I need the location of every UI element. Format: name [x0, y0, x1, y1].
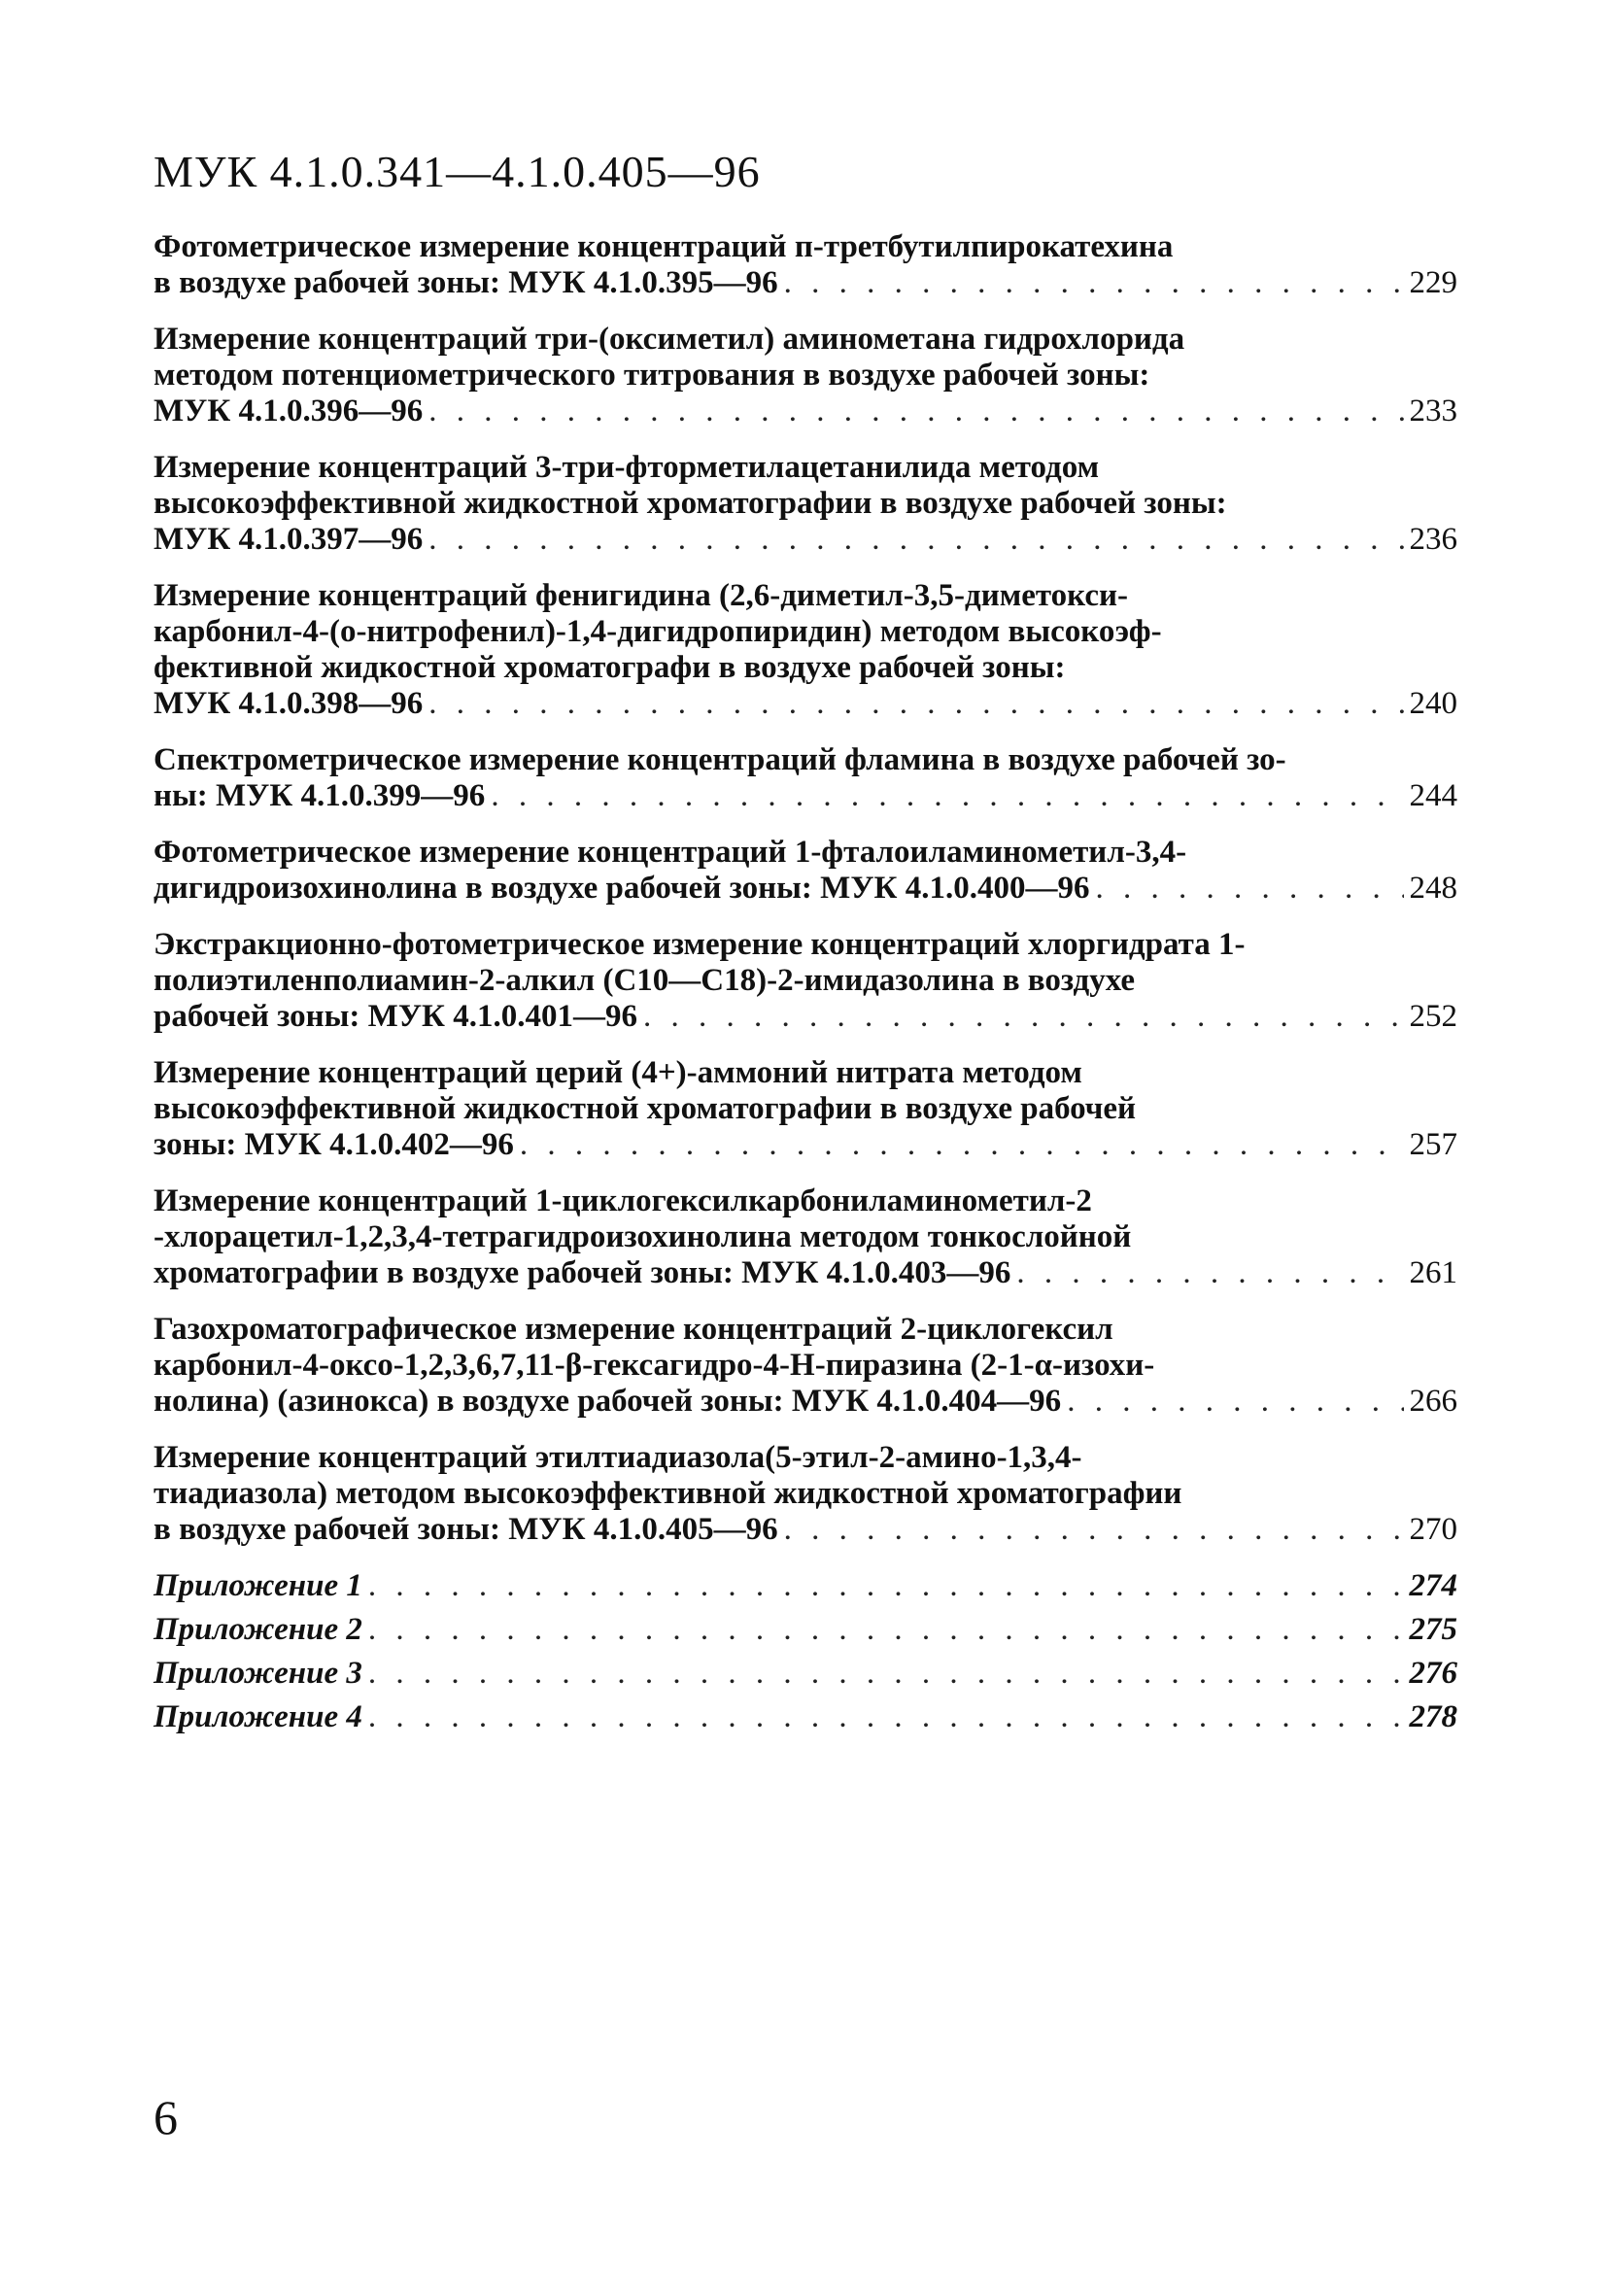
toc-page-number: 275: [1409, 1612, 1457, 1647]
dot-leader: [1095, 871, 1403, 907]
toc-entry-text: -хлорацетил-1,2,3,4-тетрагидроизохинолина методом тонкослойной: [154, 1219, 1132, 1254]
dot-leader: [368, 1699, 1404, 1735]
toc-entry: [154, 322, 1457, 429]
toc-page-number: 257: [1409, 1127, 1457, 1162]
toc-entry: [154, 229, 1457, 301]
toc-entry-text: фективной жидкостной хроматографи в воздухе рабочей зоны:: [154, 650, 1066, 685]
dot-leader: [368, 1612, 1404, 1648]
toc-entry: [154, 835, 1457, 907]
toc-entry-text: ны: МУК 4.1.0.399—96: [154, 778, 486, 813]
toc-page-number: 261: [1409, 1255, 1457, 1290]
toc-entry-last-line: [154, 778, 1457, 814]
toc-entry-text: Фотометрическое измерение концентраций п-третбутилпирокатехина: [154, 229, 1174, 264]
toc-entry: [154, 742, 1457, 814]
toc-entry-text: МУК 4.1.0.397—96: [154, 522, 424, 557]
toc-entry-text: Измерение концентраций 3-три-фторметилацетанилида методом: [154, 450, 1100, 485]
toc-page-number: 240: [1409, 686, 1457, 721]
toc-page-number: 248: [1409, 871, 1457, 906]
toc-entry-last-line: [154, 394, 1457, 429]
dot-leader: [784, 1512, 1404, 1548]
toc-entry-text: карбонил-4-оксо-1,2,3,6,7,11-β-гексагидро-4-Н-пиразина (2-1-α-изохи-: [154, 1348, 1155, 1383]
toc-entry: [154, 927, 1457, 1035]
toc-entry-text: методом потенциометрического титрования в воздухе рабочей зоны:: [154, 358, 1150, 393]
toc-page-number: 274: [1409, 1568, 1457, 1603]
toc-entry-text: нолина) (азинокса) в воздухе рабочей зоны: МУК 4.1.0.404—96: [154, 1384, 1062, 1419]
toc-entry-text: хроматографии в воздухе рабочей зоны: МУК 4.1.0.403—96: [154, 1255, 1011, 1290]
toc-appendix-entry: [154, 1568, 1457, 1604]
toc-entry-last-line: [154, 522, 1457, 558]
toc-entry-text: МУК 4.1.0.398—96: [154, 686, 424, 721]
toc-entry-text: Экстракционно-фотометрическое измерение концентраций хлоргидрата 1-: [154, 927, 1246, 962]
toc-entry-text: в воздухе рабочей зоны: МУК 4.1.0.395—96: [154, 265, 778, 300]
appendix-label: Приложение 2: [154, 1612, 362, 1647]
appendix-label: Приложение 1: [154, 1568, 362, 1603]
toc-entry-text: полиэтиленполиамин-2-алкил (C10—C18)-2-имидазолина в воздухе: [154, 963, 1136, 998]
toc-entry-text: Измерение концентраций 1-циклогексилкарбониламинометил-2: [154, 1183, 1092, 1218]
toc-entry: [154, 1440, 1457, 1548]
toc-entry-text: карбонил-4-(о-нитрофенил)-1,4-дигидропиридин) методом высокоэф-: [154, 614, 1162, 649]
toc-entry-last-line: [154, 265, 1457, 301]
toc-entry-text: зоны: МУК 4.1.0.402—96: [154, 1127, 514, 1162]
toc-entry-text: высокоэффективной жидкостной хроматографии в воздухе рабочей зоны:: [154, 486, 1227, 521]
toc-page-number: 266: [1409, 1384, 1457, 1419]
toc-entry-text: Фотометрическое измерение концентраций 1-фталоиламинометил-3,4-: [154, 835, 1187, 870]
toc-entry-text: МУК 4.1.0.396—96: [154, 394, 424, 428]
toc-entry-last-line: [154, 1255, 1457, 1291]
toc-entry-text: Измерение концентраций три-(оксиметил) аминометана гидрохлорида: [154, 322, 1185, 357]
toc-entry-text: рабочей зоны: МУК 4.1.0.401—96: [154, 999, 637, 1034]
page-header-title: МУК 4.1.0.341—4.1.0.405—96: [154, 147, 761, 196]
dot-leader: [1067, 1384, 1403, 1420]
toc-entry: [154, 1183, 1457, 1291]
toc-appendix-entry: [154, 1656, 1457, 1692]
toc-page-number: 233: [1409, 394, 1457, 428]
toc-page-number: 270: [1409, 1512, 1457, 1547]
toc-entry-last-line: [154, 1512, 1457, 1548]
toc-entry-text: Спектрометрическое измерение концентраций фламина в воздухе рабочей зо-: [154, 742, 1286, 777]
toc-appendix-entry: [154, 1699, 1457, 1735]
toc-entry-text: Измерение концентраций церий (4+)-аммоний нитрата методом: [154, 1055, 1082, 1090]
appendix-label: Приложение 3: [154, 1656, 362, 1691]
toc-entry-text: тиадиазола) методом высокоэффективной жидкостной хроматографии: [154, 1476, 1182, 1511]
dot-leader: [1016, 1255, 1403, 1291]
dot-leader: [368, 1568, 1404, 1604]
toc-entry-last-line: [154, 1384, 1457, 1420]
toc-page-number: 229: [1409, 265, 1457, 300]
table-of-contents: [154, 229, 1457, 1743]
page-number: 6: [154, 2090, 178, 2144]
toc-entry-last-line: [154, 871, 1457, 907]
toc-entry-last-line: [154, 1127, 1457, 1163]
dot-leader: [520, 1127, 1404, 1163]
dot-leader: [428, 394, 1403, 429]
toc-entry-text: Газохроматографическое измерение концентраций 2-циклогексил: [154, 1312, 1113, 1347]
appendix-label: Приложение 4: [154, 1699, 362, 1734]
toc-entry: [154, 1055, 1457, 1163]
toc-page-number: 278: [1409, 1699, 1457, 1734]
toc-entry: [154, 1312, 1457, 1420]
toc-entry-text: дигидроизохинолина в воздухе рабочей зоны: МУК 4.1.0.400—96: [154, 871, 1090, 906]
toc-page-number: 252: [1409, 999, 1457, 1034]
toc-entry-last-line: [154, 999, 1457, 1035]
dot-leader: [491, 778, 1403, 814]
toc-page-number: 236: [1409, 522, 1457, 557]
toc-entry-text: Измерение концентраций фенигидина (2,6-диметил-3,5-диметокси-: [154, 578, 1128, 613]
toc-page-number: 244: [1409, 778, 1457, 813]
toc-entry: [154, 578, 1457, 722]
toc-appendix-entry: [154, 1612, 1457, 1648]
toc-page-number: 276: [1409, 1656, 1457, 1691]
dot-leader: [428, 522, 1403, 558]
dot-leader: [368, 1656, 1404, 1692]
dot-leader: [784, 265, 1404, 301]
toc-entry-text: высокоэффективной жидкостной хроматографии в воздухе рабочей: [154, 1091, 1137, 1126]
toc-entry-text: в воздухе рабочей зоны: МУК 4.1.0.405—96: [154, 1512, 778, 1547]
toc-entry: [154, 450, 1457, 558]
dot-leader: [428, 686, 1403, 722]
dot-leader: [643, 999, 1404, 1035]
toc-entry-last-line: [154, 686, 1457, 722]
toc-entry-text: Измерение концентраций этилтиадиазола(5-этил-2-амино-1,3,4-: [154, 1440, 1082, 1475]
